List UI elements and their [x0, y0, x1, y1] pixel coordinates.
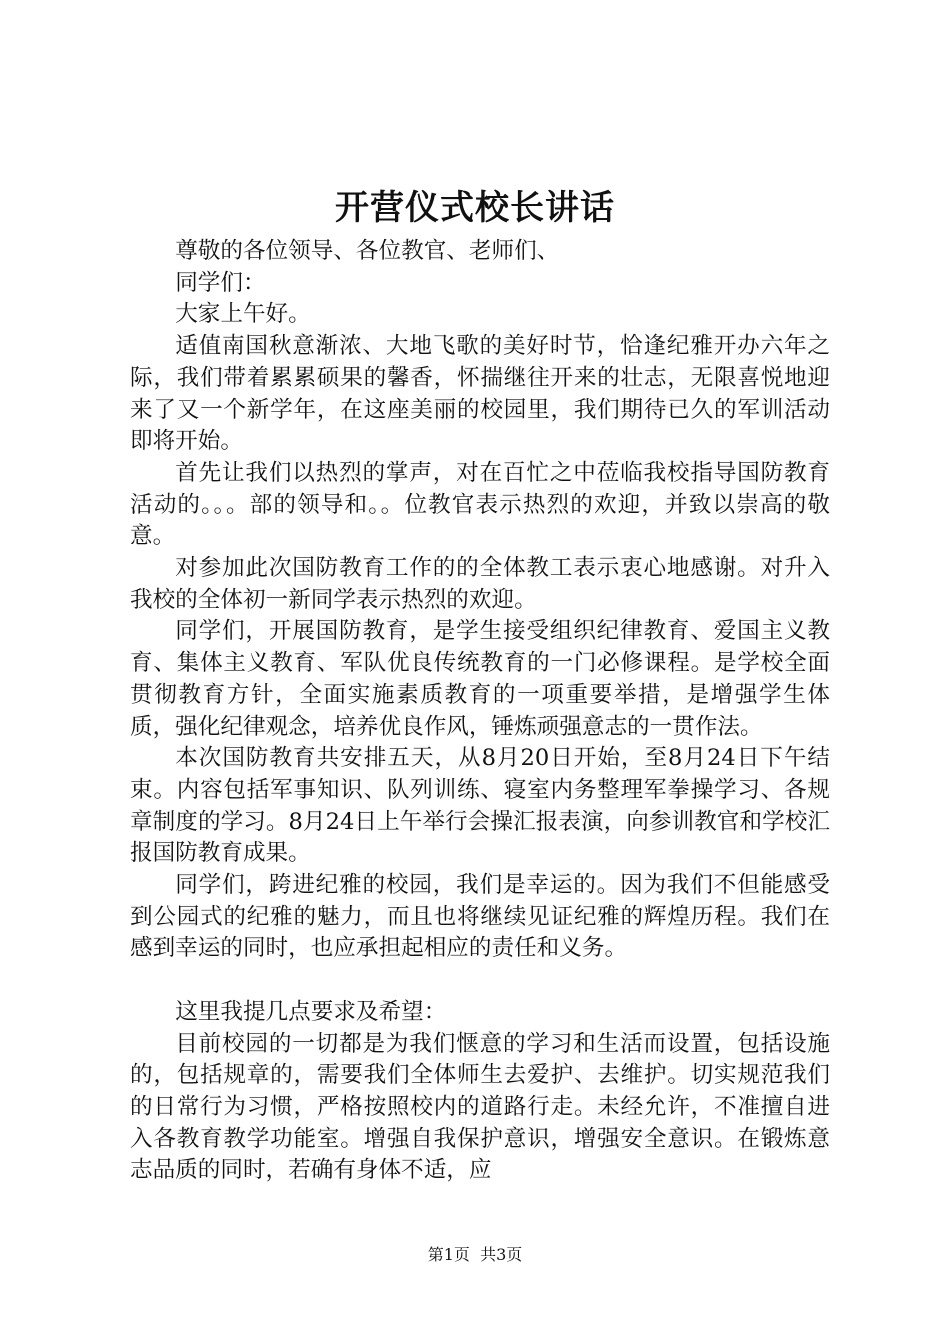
body-paragraph: 同学们，开展国防教育，是学生接受组织纪律教育、爱国主义教育、集体主义教育、军队优良传统教育的一门必修课程。是学校全面贯彻教育方针，全面实施素质教育的一项重要举措，是增强学生体质，强化纪律观念，培养优良作风，锤炼顽强意志的一贯作法。 [130, 618, 830, 740]
requirements-heading: 这里我提几点要求及希望： [175, 998, 447, 1025]
document-body [130, 236, 830, 1187]
greeting-line: 大家上午好。 [175, 301, 311, 328]
body-paragraph: 首先让我们以热烈的掌声，对在百忙之中莅临我校指导国防教育活动的。。。部的领导和。。位教官表示热烈的欢迎，并致以崇高的敬意。 [130, 459, 830, 550]
body-paragraph: 目前校园的一切都是为我们惬意的学习和生活而设置，包括设施的，包括规章的，需要我们全体师生去爱护、去维护。切实规范我们的日常行为习惯，严格按照校内的道路行走。未经允许，不准擅自进入各教育教学功能室。增强自我保护意识，增强安全意识。在锻炼意志品质的同时，若确有身体不适，应 [130, 1030, 830, 1184]
body-paragraph: 适值南国秋意渐浓、大地飞歌的美好时节，恰逢纪雅开办六年之际，我们带着累累硕果的馨香，怀揣继往开来的壮志，无限喜悦地迎来了又一个新学年，在这座美丽的校园里，我们期待已久的军训活动即将开始。 [130, 333, 830, 455]
page-number: 第1页 [427, 1245, 470, 1264]
page-total: 共3页 [480, 1245, 523, 1264]
body-paragraph: 对参加此次国防教育工作的的全体教工表示衷心地感谢。对升入我校的全体初一新同学表示热烈的欢迎。 [130, 555, 830, 613]
body-paragraph: 同学们，跨进纪雅的校园，我们是幸运的。因为我们不但能感受到公园式的纪雅的魅力，而且也将继续见证纪雅的辉煌历程。我们在感到幸运的同时，也应承担起相应的责任和义务。 [130, 872, 830, 962]
salutation-line: 同学们： [175, 269, 266, 296]
body-paragraph: 本次国防教育共安排五天，从8月20日开始，至8月24日下午结束。内容包括军事知识、队列训练、寝室内务整理军拳操学习、各规章制度的学习。8月24日上午举行会操汇报表演，向参训教官和学校汇报国防教育成果。 [130, 745, 830, 867]
document-title: 开营仪式校长讲话 [335, 188, 615, 228]
footer-separator [470, 1245, 480, 1264]
page-footer [0, 1245, 950, 1265]
salutation-line: 尊敬的各位领导、各位教官、老师们、 [175, 238, 560, 264]
